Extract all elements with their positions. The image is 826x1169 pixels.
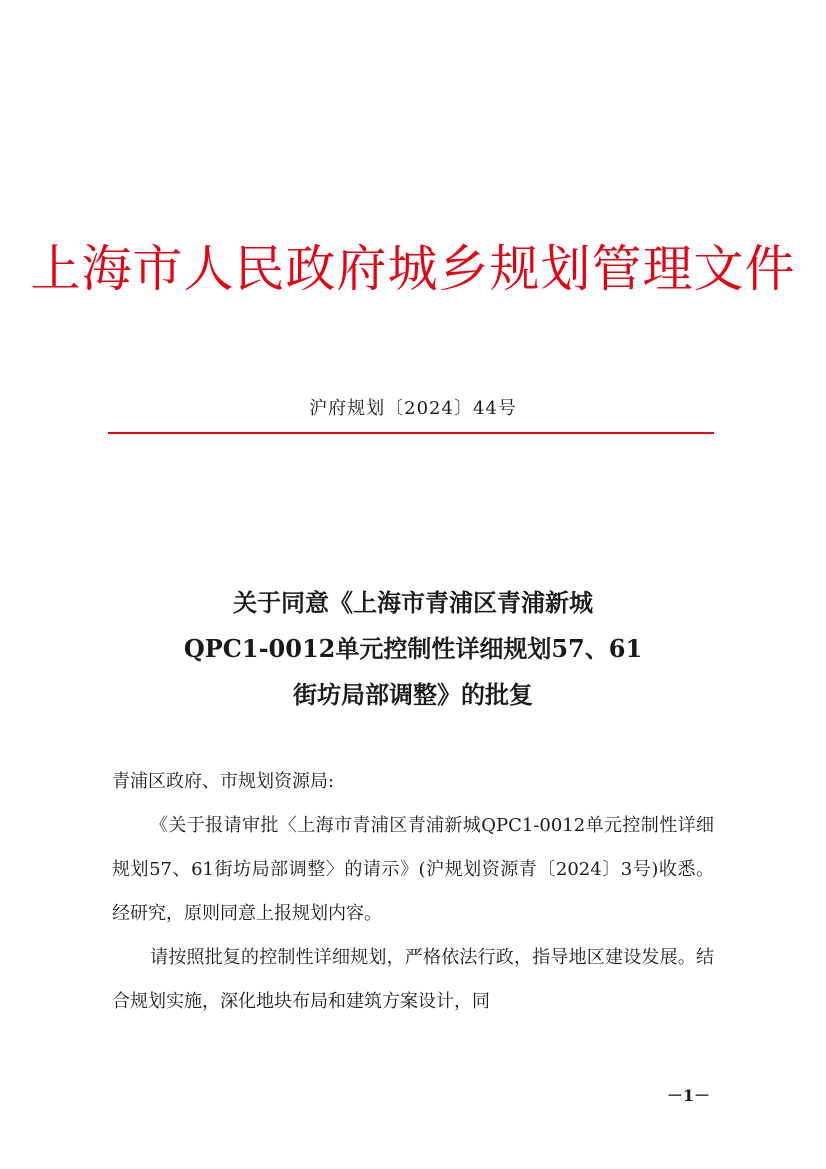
title-line-3: 街坊局部调整》的批复: [293, 680, 533, 709]
document-body: [112, 760, 714, 1024]
red-divider-line: [108, 432, 714, 434]
body-paragraph: 《关于报请审批〈上海市青浦区青浦新城QPC1-0012单元控制性详细规划57、61街坊局部调整〉的请示》(沪规划资源青〔2024〕3号)收悉。经研究，原则同意上报规划内容。: [112, 815, 714, 924]
body-paragraph: 请按照批复的控制性详细规划，严格依法行政，指导地区建设发展。结合规划实施，深化地块布局和建筑方案设计，同: [112, 947, 714, 1012]
title-line-1: 关于同意《上海市青浦区青浦新城: [233, 588, 593, 617]
masthead-title: 上海市人民政府城乡规划管理文件: [30, 240, 796, 298]
document-number: 沪府规划〔2024〕44号: [309, 398, 517, 419]
title-line-2: QPC1-0012单元控制性详细规划57、61: [183, 634, 643, 663]
salutation: 青浦区政府、市规划资源局:: [112, 771, 335, 792]
document-title: [0, 580, 826, 718]
page-number: －1－: [666, 1086, 710, 1105]
